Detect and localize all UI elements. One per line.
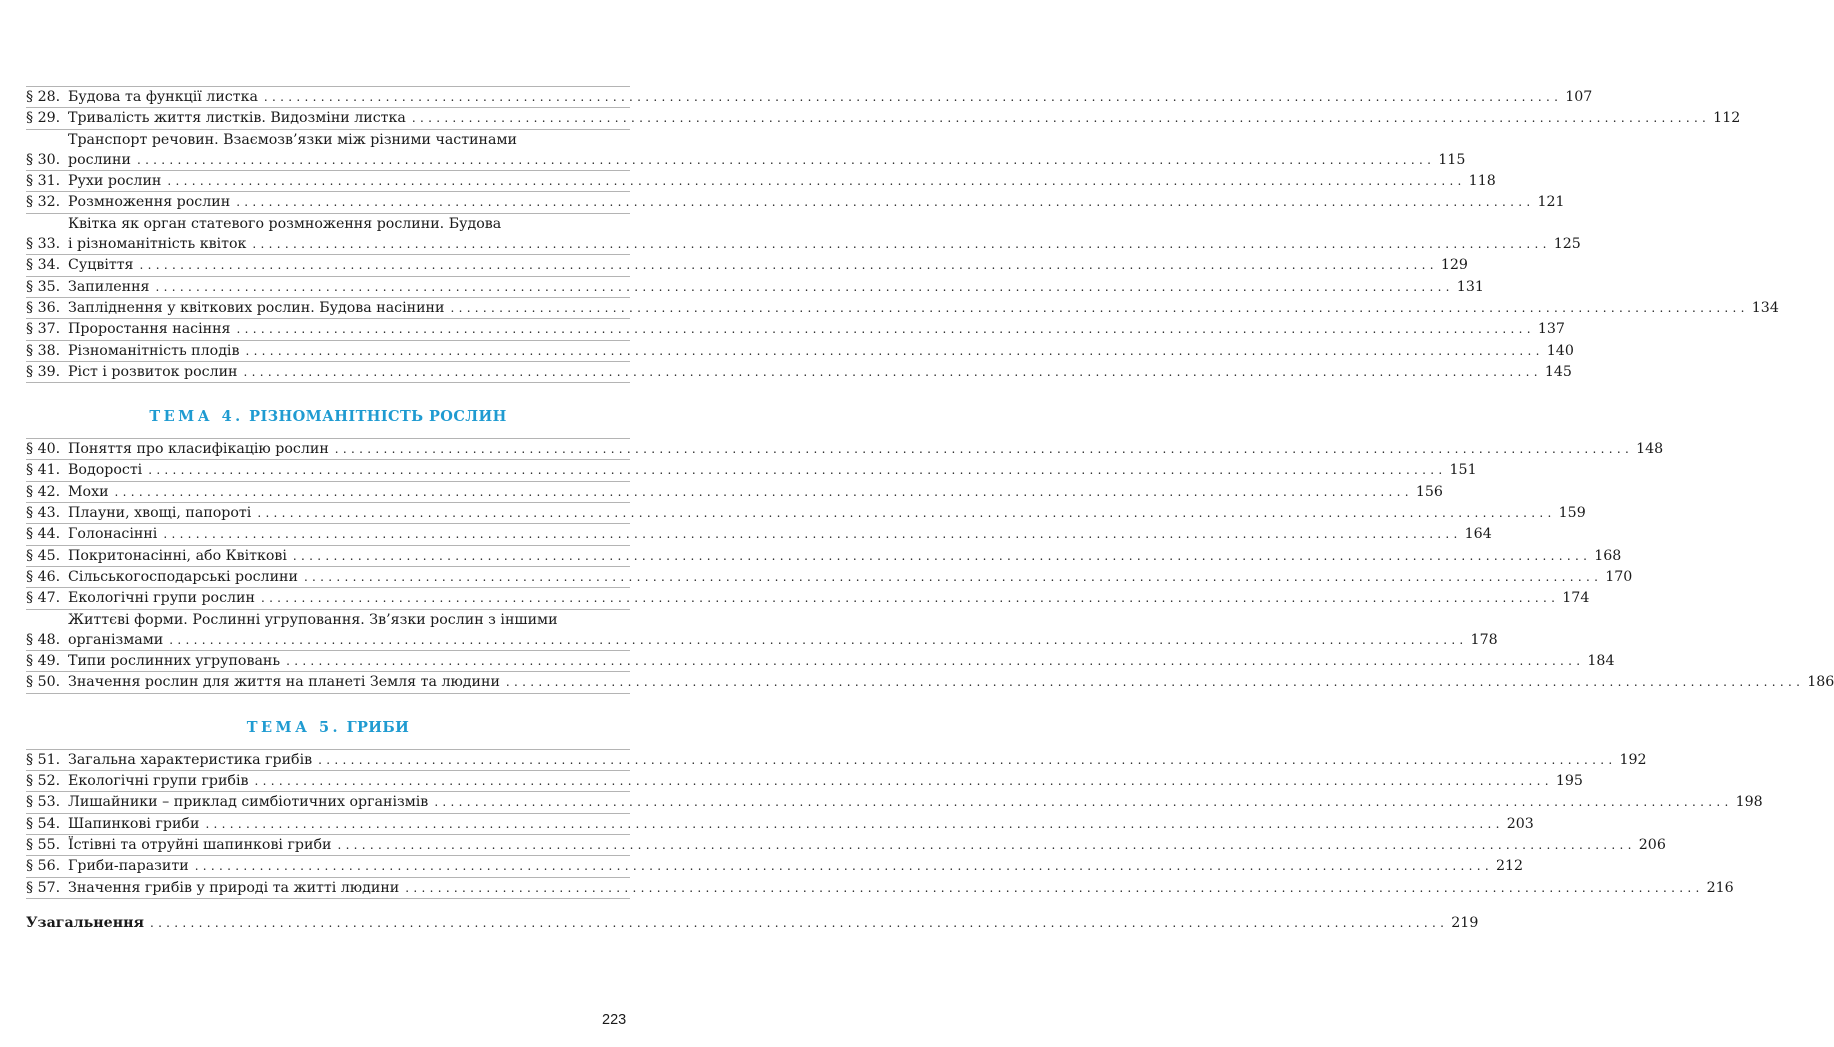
section-title-line1: Життєві форми. Рослинні угруповання. Зв’язки рослин з іншими	[68, 611, 558, 628]
toc-row[interactable]	[26, 86, 1593, 107]
toc-row[interactable]	[26, 191, 1565, 212]
section-number: § 49.	[26, 653, 61, 670]
toc-row[interactable]	[26, 671, 1834, 693]
section-number: § 45.	[26, 547, 61, 564]
leader-dots: ................................................................................................................................................................	[260, 591, 1560, 606]
section-number: § 34.	[26, 257, 61, 274]
leader-dots: ................................................................................................................................................................	[434, 795, 1733, 810]
section-number: § 32.	[26, 194, 61, 211]
section-title: Різноманітність плодів	[68, 342, 240, 359]
leader-dots: ................................................................................................................................................................	[286, 654, 1585, 669]
toc-row[interactable]	[26, 170, 1496, 191]
leader-dots: ................................................................................................................................................................	[149, 915, 1449, 930]
section-number: § 46.	[26, 568, 61, 585]
theme-4-title	[26, 408, 630, 425]
section-title: Шапинкові гриби	[68, 815, 200, 832]
section-page: 184	[1587, 653, 1615, 670]
toc-row[interactable]	[26, 877, 1734, 899]
section-page: 107	[1565, 89, 1593, 105]
section-number: § 51.	[26, 751, 61, 768]
section-title: Екологічні групи рослин	[68, 590, 255, 607]
toc-row[interactable]	[26, 318, 1565, 339]
section-page: 164	[1464, 526, 1492, 543]
section-title: Водорості	[68, 462, 143, 479]
section-page: 129	[1440, 257, 1468, 274]
leader-dots: ................................................................................................................................................................	[136, 152, 1436, 167]
section-page: 216	[1706, 879, 1734, 896]
leader-dots: ................................................................................................................................................................	[252, 237, 1551, 252]
section-title-line1: Квітка як орган статевого розмноження рослини. Будова	[68, 215, 502, 232]
toc-row[interactable]	[26, 749, 1647, 770]
toc-summary-row[interactable]	[26, 913, 1479, 933]
section-number: § 50.	[26, 674, 61, 691]
toc-row[interactable]	[26, 566, 1633, 587]
section-number: § 39.	[26, 363, 61, 380]
section-page: 212	[1496, 858, 1524, 875]
leader-dots: ................................................................................................................................................................	[334, 442, 1634, 457]
section-page: 192	[1619, 751, 1647, 768]
section-number: § 55.	[26, 836, 61, 853]
section-page: 178	[1470, 631, 1498, 648]
section-page: 206	[1638, 836, 1666, 853]
section-number: § 53.	[26, 794, 61, 811]
leader-dots: ................................................................................................................................................................	[263, 90, 1563, 104]
toc-row[interactable]	[26, 361, 1572, 383]
toc-row[interactable]	[26, 770, 1583, 791]
toc-row[interactable]	[26, 523, 1492, 544]
section-title: Значення рослин для життя на планеті Земля та людини	[68, 674, 500, 691]
section-title: Гриби-паразити	[68, 858, 189, 875]
section-number: § 40.	[26, 441, 61, 458]
toc-row[interactable]	[26, 297, 1779, 318]
toc-row[interactable]	[26, 813, 1534, 834]
section-number: § 47.	[26, 590, 61, 607]
table-of-contents	[26, 86, 1834, 933]
leader-dots: ................................................................................................................................................................	[505, 675, 1805, 690]
section-title: Тривалість життя листків. Видозміни листка	[68, 110, 406, 127]
section-number: § 29.	[26, 110, 61, 127]
toc-row[interactable]	[26, 213, 1581, 255]
toc-row[interactable]	[26, 502, 1586, 523]
section-title: Рухи рослин	[68, 173, 162, 190]
section-page: 174	[1562, 590, 1590, 607]
leader-dots: ................................................................................................................................................................	[243, 364, 1542, 379]
section-number: § 48.	[26, 631, 61, 648]
section-number: § 33.	[26, 236, 61, 253]
toc-row[interactable]	[26, 438, 1664, 459]
summary-page: 219	[1451, 914, 1479, 931]
leader-dots: ................................................................................................................................................................	[236, 195, 1535, 210]
section-page: 186	[1807, 674, 1834, 691]
toc-row[interactable]	[26, 650, 1615, 671]
section-number: § 57.	[26, 879, 61, 896]
leader-dots: ................................................................................................................................................................	[205, 816, 1504, 831]
section-page: 203	[1506, 815, 1534, 832]
toc-row[interactable]	[26, 481, 1443, 502]
section-title: Розмноження рослин	[68, 194, 231, 211]
section-number: § 35.	[26, 278, 61, 295]
section-page: 170	[1605, 568, 1633, 585]
section-title: Значення грибів у природі та житті людини	[68, 879, 400, 896]
leader-dots: ................................................................................................................................................................	[163, 527, 1462, 542]
section-number: § 30.	[26, 151, 61, 168]
section-number: § 44.	[26, 526, 61, 543]
section-page: 148	[1636, 441, 1664, 458]
section-title: Проростання насіння	[68, 321, 231, 338]
section-page: 137	[1537, 321, 1565, 338]
section-title: і різноманітність квіток	[68, 236, 247, 253]
section-number: § 41.	[26, 462, 61, 479]
section-number: § 54.	[26, 815, 61, 832]
section-number: § 42.	[26, 483, 61, 500]
section-title: Типи рослинних угруповань	[68, 653, 281, 670]
leader-dots: ................................................................................................................................................................	[148, 463, 1447, 478]
leader-dots: ................................................................................................................................................................	[254, 774, 1553, 789]
theme-5-name: ГРИБИ	[346, 718, 410, 736]
theme-4-prefix: ТЕМА 4.	[149, 408, 244, 426]
section-page: 156	[1415, 483, 1443, 500]
leader-dots: ................................................................................................................................................................	[337, 837, 1636, 852]
theme-5-prefix: ТЕМА 5.	[246, 718, 342, 736]
toc-row[interactable]	[26, 129, 1466, 171]
toc-row[interactable]	[26, 545, 1622, 566]
section-page: 131	[1456, 278, 1484, 295]
section-title: Поняття про класифікацію рослин	[68, 441, 329, 458]
section-page: 198	[1735, 794, 1763, 811]
toc-group-theme5	[26, 749, 1763, 899]
section-number: § 28.	[26, 89, 61, 105]
toc-row[interactable]	[26, 107, 1741, 128]
leader-dots: ................................................................................................................................................................	[318, 752, 1617, 767]
section-page: 195	[1555, 773, 1583, 790]
section-title: Сільськогосподарські рослини	[68, 568, 298, 585]
section-page: 145	[1544, 363, 1572, 380]
toc-row[interactable]	[26, 276, 1484, 297]
section-number: § 43.	[26, 505, 61, 522]
leader-dots: ................................................................................................................................................................	[155, 279, 1454, 294]
theme-4-name: РІЗНОМАНІТНІСТЬ РОСЛИН	[249, 408, 507, 426]
section-title: організмами	[68, 631, 164, 648]
leader-dots: ................................................................................................................................................................	[167, 174, 1466, 189]
section-page: 115	[1438, 151, 1466, 168]
section-title: Мохи	[68, 483, 109, 500]
toc-group-theme4	[26, 438, 1834, 694]
section-page: 168	[1594, 547, 1622, 564]
summary-title: Узагальнення	[26, 914, 144, 931]
toc-row[interactable]	[26, 459, 1477, 480]
leader-dots: ................................................................................................................................................................	[236, 322, 1535, 337]
section-page: 159	[1558, 505, 1586, 522]
toc-row[interactable]	[26, 587, 1590, 608]
section-page: 121	[1537, 194, 1565, 211]
leader-dots: ................................................................................................................................................................	[245, 343, 1544, 358]
toc-row[interactable]	[26, 254, 1468, 275]
leader-dots: ................................................................................................................................................................	[194, 859, 1493, 874]
section-title-line1: Транспорт речовин. Взаємозв’язки між різними частинами	[68, 131, 517, 148]
section-number: § 31.	[26, 173, 61, 190]
section-title: Екологічні групи грибів	[68, 773, 249, 790]
section-number: § 37.	[26, 321, 61, 338]
section-page: 151	[1449, 462, 1477, 479]
toc-row[interactable]	[26, 609, 1498, 651]
toc-row[interactable]	[26, 791, 1763, 812]
leader-dots: ................................................................................................................................................................	[292, 548, 1592, 563]
page-number: 223	[602, 1012, 627, 1028]
section-page: 140	[1546, 342, 1574, 359]
section-title: Загальна характеристика грибів	[68, 751, 313, 768]
section-title: Запліднення у квіткових рослин. Будова насінини	[68, 299, 445, 316]
section-number: § 52.	[26, 773, 61, 790]
toc-row[interactable]	[26, 340, 1574, 361]
leader-dots: ................................................................................................................................................................	[405, 880, 1704, 895]
leader-dots: ................................................................................................................................................................	[139, 258, 1438, 273]
section-page: 125	[1553, 236, 1581, 253]
toc-group-theme3	[26, 86, 1779, 383]
section-title: Будова та функції листка	[68, 89, 258, 105]
section-title: Суцвіття	[68, 257, 134, 274]
section-number: § 38.	[26, 342, 61, 359]
leader-dots: ................................................................................................................................................................	[450, 300, 1749, 315]
section-page: 134	[1751, 299, 1779, 316]
section-title: Покритонасінні, або Квіткові	[68, 547, 287, 564]
section-title: Плауни, хвощі, папороті	[68, 505, 252, 522]
toc-row[interactable]	[26, 855, 1524, 876]
theme-5-title	[26, 719, 630, 736]
section-title: Лишайники – приклад симбіотичних організмів	[68, 794, 429, 811]
leader-dots: ................................................................................................................................................................	[257, 506, 1556, 521]
leader-dots: ................................................................................................................................................................	[169, 632, 1468, 647]
leader-dots: ................................................................................................................................................................	[303, 569, 1603, 584]
section-title: Голонасінні	[68, 526, 158, 543]
section-title: Ріст і розвиток рослин	[68, 363, 238, 380]
section-title: Їстівні та отруйні шапинкові гриби	[68, 836, 332, 853]
section-title: Запилення	[68, 278, 150, 295]
section-page: 112	[1713, 110, 1741, 127]
leader-dots: ................................................................................................................................................................	[411, 111, 1711, 126]
toc-row[interactable]	[26, 834, 1666, 855]
section-title: рослини	[68, 151, 131, 168]
section-page: 118	[1468, 173, 1496, 190]
section-number: § 36.	[26, 299, 61, 316]
leader-dots: ................................................................................................................................................................	[114, 484, 1413, 499]
section-number: § 56.	[26, 858, 61, 875]
